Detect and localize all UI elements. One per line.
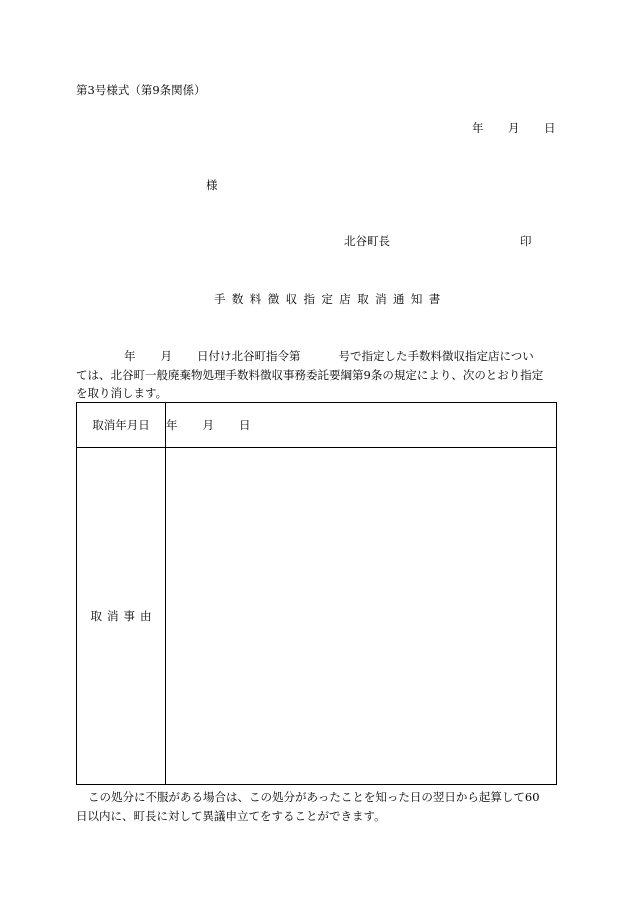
cancel-reason-value [166, 448, 557, 785]
form-number: 第3号様式（第9条関係） [76, 83, 206, 97]
cancel-date-day: 日 [239, 418, 251, 432]
document-title: 手数料徴収指定店取消通知書 [214, 292, 447, 306]
footer-notice-line-1: この処分に不服がある場合は、この処分があったことを知った日の翌日から起算して60 [88, 790, 540, 804]
body-line-2: ては、北谷町一般廃棄物処理手数料徴収事務委託要綱第9条の規定により、次のとおり指定 [76, 368, 544, 382]
table-row-cancel-reason [77, 448, 557, 785]
addressee-honorific: 様 [206, 178, 218, 192]
date-month-label: 月 [508, 121, 520, 135]
seal-mark: 印 [520, 234, 532, 248]
date-year-label: 年 [472, 121, 484, 135]
table-row-cancel-date [77, 403, 557, 448]
footer-notice-line-2: 日以内に、町長に対して異議申立てをすることができます。 [76, 809, 386, 823]
cancel-reason-label: 取消事由 [77, 448, 166, 785]
body-line-1 [76, 351, 534, 363]
body-year-label: 年 [124, 349, 136, 363]
body-reference-prefix: 日付け北谷町指令第 [197, 349, 301, 363]
cancellation-table [76, 402, 557, 785]
issuer-name: 北谷町長 [344, 234, 390, 248]
cancel-date-label: 取消年月日 [77, 403, 166, 448]
date-day-label: 日 [544, 121, 556, 135]
body-line-3: を取り消します。 [76, 386, 168, 400]
cancel-date-value [166, 403, 557, 448]
body-reference-suffix: 号で指定した手数料徴収指定店につい [338, 349, 534, 363]
body-month-label: 月 [160, 349, 172, 363]
cancel-date-month: 月 [202, 418, 214, 432]
cancel-date-year: 年 [166, 418, 178, 432]
